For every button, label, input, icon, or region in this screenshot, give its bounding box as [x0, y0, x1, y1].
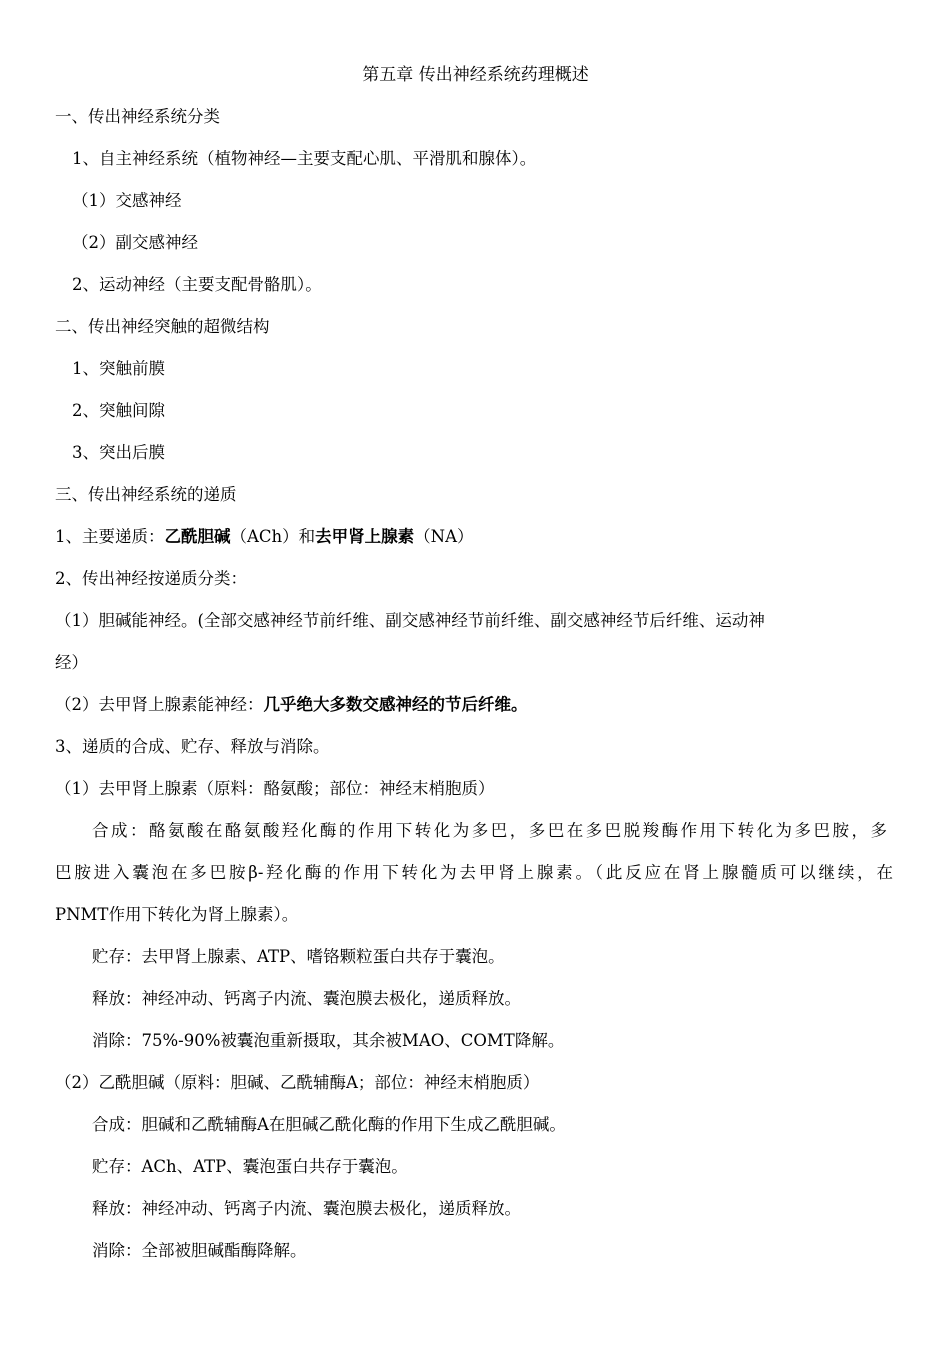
ne-term: 去甲肾上腺素 [315, 527, 415, 546]
paragraph-line: 贮存：去甲肾上腺素、ATP、嗜铬颗粒蛋白共存于囊泡。 [92, 947, 505, 966]
list-item: 2、运动神经（主要支配骨骼肌）。 [72, 275, 322, 294]
paragraph-line: PNMT作用下转化为肾上腺素）。 [55, 905, 299, 924]
ach-term: 乙酰胆碱 [164, 527, 231, 546]
paragraph-line: 贮存：ACh、ATP、囊泡蛋白共存于囊泡。 [92, 1157, 408, 1176]
paragraph-line: 消除：75%-90%被囊泡重新摄取，其余被MAO、COMT降解。 [92, 1031, 565, 1050]
section-heading-3: 三、传出神经系统的递质 [55, 485, 237, 504]
main-transmitters-line [55, 526, 474, 548]
page-title: 第五章 传出神经系统药理概述 [362, 65, 589, 85]
label-text: 1、主要递质： [55, 527, 165, 546]
emphasis-text: 几乎绝大多数交感神经的节后纤维。 [263, 695, 528, 714]
paragraph-line: 合成：胆碱和乙酰辅酶A在胆碱乙酰化酶的作用下生成乙酰胆碱。 [92, 1115, 566, 1134]
paragraph-line: 释放：神经冲动、钙离子内流、囊泡膜去极化，递质释放。 [92, 989, 521, 1008]
list-item: （1）交感神经 [72, 191, 182, 210]
paragraph-line: 释放：神经冲动、钙离子内流、囊泡膜去极化，递质释放。 [92, 1199, 521, 1218]
section-heading-1: 一、传出神经系统分类 [55, 107, 220, 126]
list-item: 3、递质的合成、贮存、释放与消除。 [55, 737, 330, 756]
list-item: 2、突触间隙 [72, 401, 165, 420]
section-heading-2: 二、传出神经突触的超微结构 [55, 317, 270, 336]
list-item: 1、突触前膜 [72, 359, 165, 378]
text-fragment: （NA） [414, 527, 474, 546]
list-item: （2）副交感神经 [72, 233, 198, 252]
paragraph-line: 巴胺进入囊泡在多巴胺β-羟化酶的作用下转化为去甲肾上腺素。（此反应在肾上腺髓质可以继续，在 [55, 863, 893, 882]
list-item: 3、突出后膜 [72, 443, 165, 462]
subheading: （2）乙酰胆碱（原料：胆碱、乙酰辅酶A；部位：神经末梢胞质） [55, 1073, 540, 1092]
paragraph-line: 消除：全部被胆碱酯酶降解。 [92, 1241, 307, 1260]
list-item: 1、自主神经系统（植物神经—主要支配心肌、平滑肌和腺体）。 [72, 149, 537, 168]
adrenergic-line [55, 694, 528, 716]
paragraph-line: 经） [55, 653, 88, 672]
label-text: （2）去甲肾上腺素能神经： [55, 695, 264, 714]
list-item: 2、传出神经按递质分类： [55, 569, 247, 588]
subheading: （1）去甲肾上腺素（原料：酪氨酸；部位：神经末梢胞质） [55, 779, 495, 798]
paragraph-line: （1）胆碱能神经。(全部交感神经节前纤维、副交感神经节前纤维、副交感神经节后纤维、运动神 [55, 611, 765, 630]
text-fragment: （ACh）和 [230, 527, 316, 546]
paragraph-line: 合成：酪氨酸在酪氨酸羟化酶的作用下转化为多巴，多巴在多巴脱羧酶作用下转化为多巴胺，多 [92, 821, 887, 840]
